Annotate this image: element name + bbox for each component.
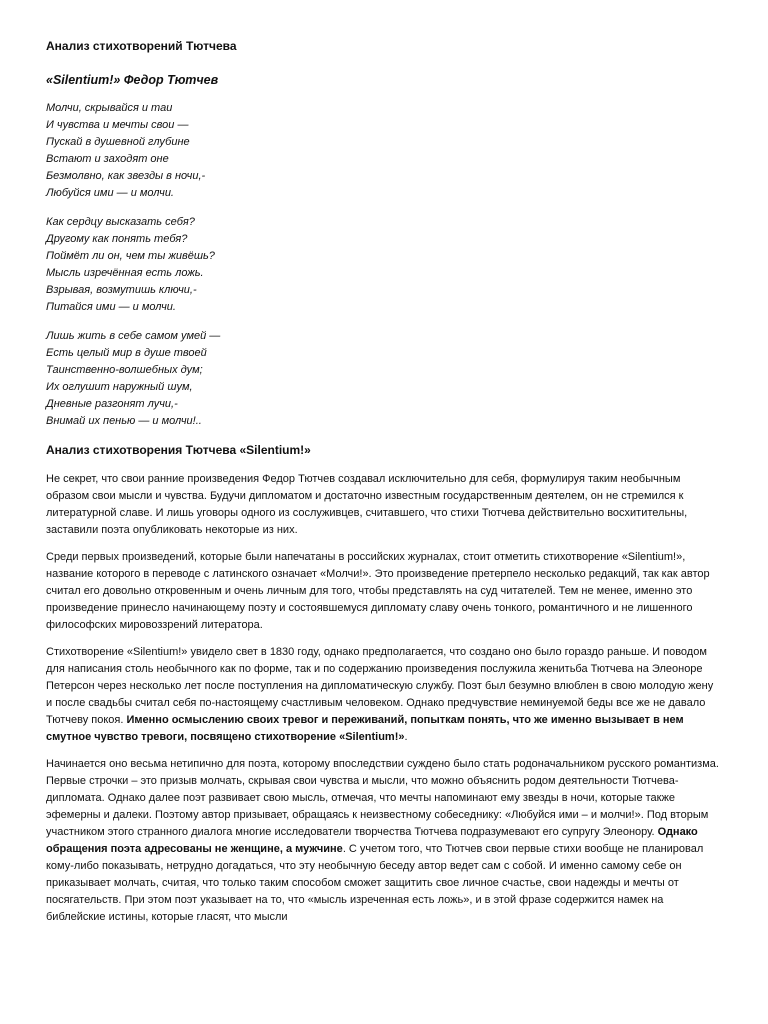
paragraph-text: Среди первых произведений, которые были напечатаны в российских журналах, стоит отметить стихотворение «Silentium!», название которого в переводе с латинского означает «Молчи!». Это произведение претерпело несколько редакций, так как автор считал его довольно откровенным и очень личным для того, чтобы представлять на суд читателей. Тем не менее, именно это произведение принесло начинающему поэту и состоявшемуся дипломату славу очень тонкого, романтичного и не лишенного философских мировоззрений литератора. (46, 551, 710, 631)
poem-line: Лишь жить в себе самом умей — (46, 330, 221, 342)
analysis-heading: Анализ стихотворения Тютчева «Silentium!» (46, 443, 311, 457)
poem-line: И чувства и мечты свои — (46, 119, 189, 131)
paragraph-bold-text: Однако обращения поэта адресованы не женщине, а мужчине (46, 826, 698, 855)
paragraph-text: Начинается оно весьма нетипично для поэта, которому впоследствии суждено было стать родоначальником русского романтизма. Первые строчки – это призыв молчать, скрывая свои чувства и мысли, что можно объяснить родом деятельности Тютчева-дипломата. Однако далее поэт развивает свою мысль, отмечая, что мечты напоминают ему звезды в ночи, которые также эфемерны и далеки. Поэтому автор призывает, обращаясь к неизвестному собеседнику: «Любуйся ими – и молчи!». Под вторым участником этого странного диалога многие исследователи творчества Тютчева подразумевают его супругу Элеонору. (46, 758, 719, 838)
poem-line: Их оглушит наружный шум, (46, 381, 193, 393)
poem-title: «Silentium!» Федор Тютчев (46, 73, 219, 87)
paragraph-text: Не секрет, что свои ранние произведения Федор Тютчев создавал исключительно для себя, формулируя таким необычным образом свои мысли и чувства. Будучи дипломатом и достаточно известным государственным деятелем, он не стремился к литературной славе. И лишь уговоры одного из сослуживцев, считавшего, что стихи Тютчева действительно восхитительны, заставили поэта опубликовать некоторые из них. (46, 473, 688, 536)
poem-line: Мысль изречённая есть ложь. (46, 267, 204, 279)
poem-line: Взрывая, возмутишь ключи,- (46, 284, 197, 296)
paragraph-text: . С учетом того, что Тютчев свои первые стихи вообще не планировал кому-либо показывать, нетрудно догадаться, что эту необычную беседу автор ведет сам с собой. И именно самому себе он приказывает молчать, считая, что только таким способом сможет защитить свое личное счастье, свои надежды и мечты от посягательств. При этом поэт указывает на то, что «мысль изреченная есть ложь», и в этой фразе содержится намек на библейские истины, которые гласят, что мысли (46, 843, 704, 923)
poem-line: Другому как понять тебя? (46, 233, 188, 245)
analysis-paragraph-3 (46, 644, 722, 746)
poem-line: Питайся ими — и молчи. (46, 301, 176, 313)
paragraph-text: Стихотворение «Silentium!» увидело свет в 1830 году, однако предполагается, что создано оно было гораздо раньше. И поводом для написания столь необычного как по форме, так и по содержанию произведения послужила женитьба Тютчева на Элеоноре Петерсон через несколько лет после поступления на дипломатическую службу. Поэт был безумно влюблен в свою молодую жену и после свадьбы считал себя по-настоящему счастливым человеком. Однако предчувствие неминуемой беды все же не давало Тютчеву покоя. (46, 646, 714, 726)
analysis-paragraph-1 (46, 471, 722, 539)
poem-line: Дневные разгонят лучи,- (46, 398, 178, 410)
poem-line: Безмолвно, как звезды в ночи,- (46, 170, 206, 182)
poem-line: Внимай их пенью — и молчи!.. (46, 415, 202, 427)
poem-line: Молчи, скрывайся и таи (46, 102, 173, 114)
analysis-paragraph-4 (46, 756, 722, 926)
poem-line: Есть целый мир в душе твоей (46, 347, 207, 359)
document-title: Анализ стихотворений Тютчева (46, 39, 237, 53)
poem-line: Любуйся ими — и молчи. (46, 187, 174, 199)
paragraph-text: . (404, 731, 408, 743)
poem-stanza-2 (46, 214, 722, 316)
poem-line: Поймёт ли он, чем ты живёшь? (46, 250, 215, 262)
poem-line: Таинственно-волшебных дум; (46, 364, 203, 376)
poem-stanza-3 (46, 328, 722, 430)
poem-stanza-1 (46, 100, 722, 202)
poem-line: Как сердцу высказать себя? (46, 216, 195, 228)
paragraph-bold-text: Именно осмыслению своих тревог и переживаний, попыткам понять, что же именно вызывает в нем смутное чувство тревоги, посвящено стихотворение «Silentium!» (46, 714, 684, 743)
analysis-paragraph-2 (46, 549, 722, 634)
poem-line: Пускай в душевной глубине (46, 136, 190, 148)
poem-line: Встают и заходят оне (46, 153, 169, 165)
